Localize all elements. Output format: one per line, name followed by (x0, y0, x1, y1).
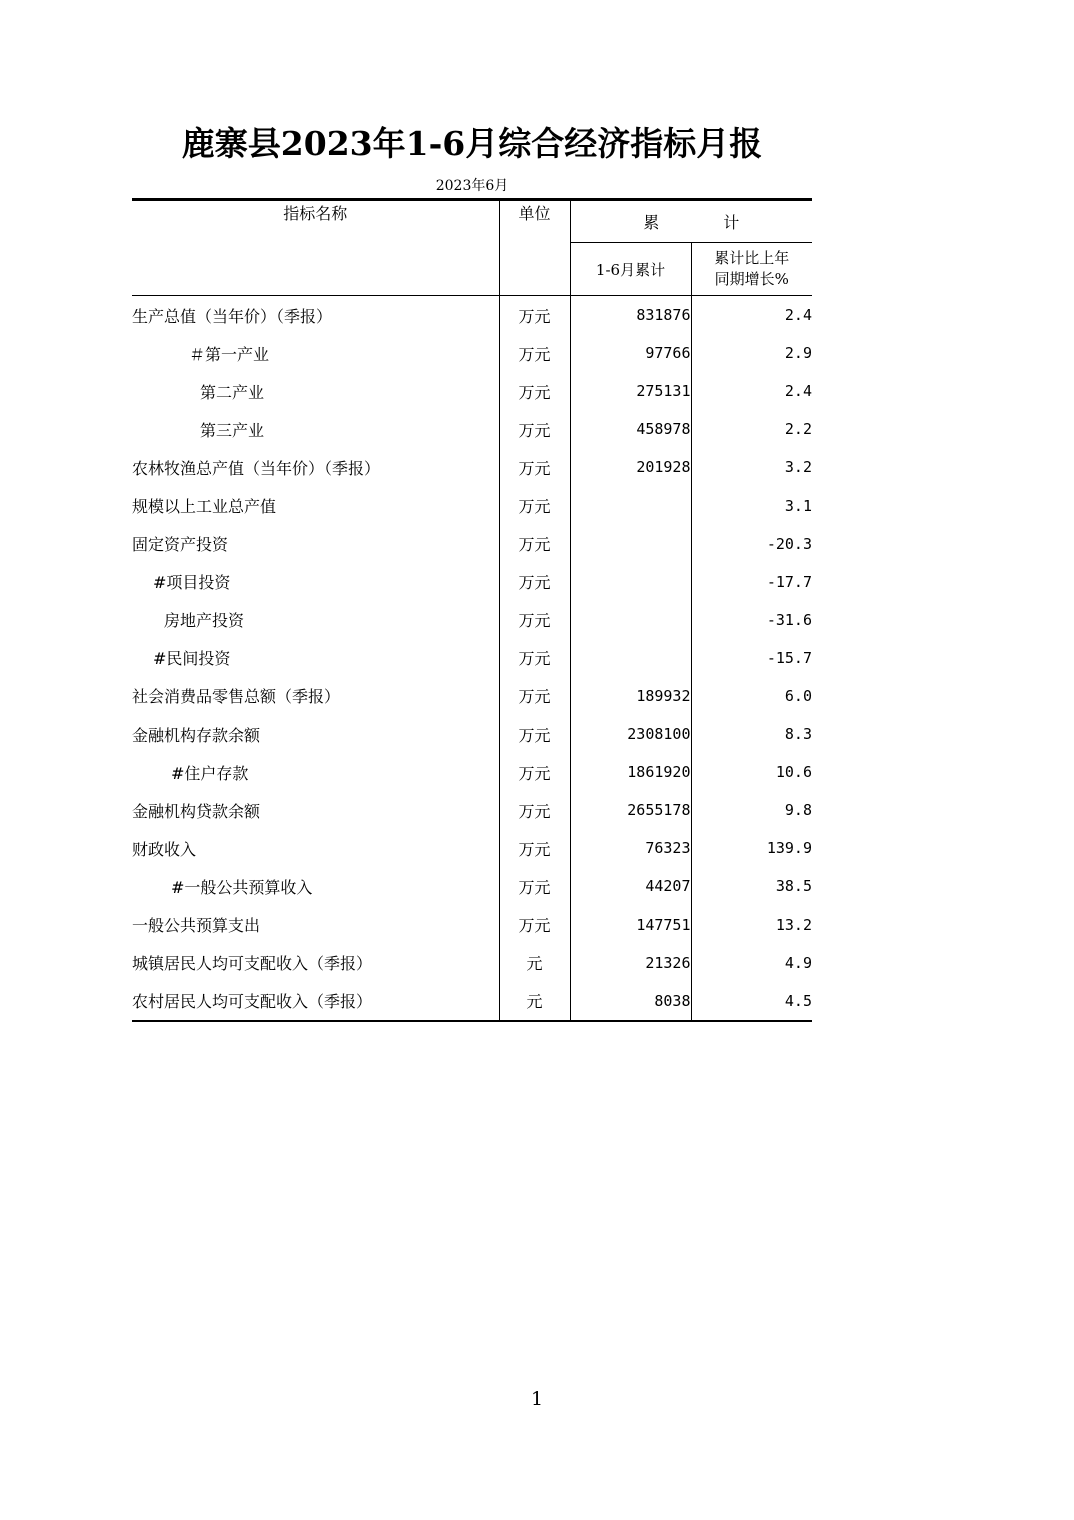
cumulative-value: 21326 (570, 944, 691, 982)
indicator-name: 金融机构存款余额 (132, 725, 261, 745)
growth-rate: 6.0 (691, 677, 812, 715)
indicator-unit: 万元 (499, 448, 570, 486)
growth-rate: 38.5 (691, 867, 812, 905)
table-row (132, 753, 812, 791)
indicator-unit: 万元 (499, 410, 570, 448)
indicator-unit: 万元 (499, 563, 570, 601)
header-group-right: 计 (723, 213, 740, 232)
table-row (132, 410, 812, 448)
indicator-unit: 万元 (499, 334, 570, 372)
cumulative-value: 201928 (570, 448, 691, 486)
cumulative-value: 44207 (570, 867, 691, 905)
table-row (132, 982, 812, 1021)
indicator-unit: 万元 (499, 486, 570, 524)
growth-rate: 3.1 (691, 486, 812, 524)
growth-rate: 2.9 (691, 334, 812, 372)
table-row (132, 791, 812, 829)
indicator-name: 金融机构贷款余额 (132, 801, 261, 821)
cumulative-value (570, 639, 691, 677)
table-row (132, 296, 812, 335)
cumulative-value: 1861920 (570, 753, 691, 791)
cumulative-value (570, 601, 691, 639)
cumulative-value: 2655178 (570, 791, 691, 829)
growth-rate: 139.9 (691, 829, 812, 867)
report-date: 2023年6月 (435, 178, 509, 194)
indicator-name: 生产总值（当年价）（季报） (132, 306, 333, 326)
table-row (132, 334, 812, 372)
header-indicator-name: 指标名称 (132, 200, 499, 296)
table-row (132, 715, 812, 753)
table-row (132, 372, 812, 410)
header-cumulative-value: 1-6月累计 (570, 243, 691, 296)
header-cumulative-group (570, 200, 812, 243)
report-title: 鹿寨县2023年1-6月综合经济指标月报 (181, 124, 763, 163)
cumulative-value: 2308100 (570, 715, 691, 753)
table-row (132, 829, 812, 867)
growth-rate: -15.7 (691, 639, 812, 677)
cumulative-value (570, 563, 691, 601)
table-row (132, 867, 812, 905)
indicator-name: 第三产业 (200, 420, 265, 440)
growth-rate: 2.4 (691, 296, 812, 335)
table-row (132, 906, 812, 944)
table-row (132, 601, 812, 639)
indicator-name: 城镇居民人均可支配收入（季报） (132, 954, 373, 974)
header-growth-line1: 累计比上年 (714, 249, 790, 267)
indicator-name: 一般公共预算支出 (132, 916, 261, 936)
indicator-name: #项目投资 (153, 573, 231, 593)
growth-rate: 13.2 (691, 906, 812, 944)
indicator-name: #住户存款 (171, 763, 249, 783)
table-row (132, 677, 812, 715)
cumulative-value: 275131 (570, 372, 691, 410)
indicator-unit: 万元 (499, 906, 570, 944)
indicator-unit: 万元 (499, 791, 570, 829)
growth-rate: 2.4 (691, 372, 812, 410)
growth-rate: 2.2 (691, 410, 812, 448)
indicator-unit: 元 (499, 944, 570, 982)
table-row (132, 563, 812, 601)
indicator-unit: 元 (499, 982, 570, 1021)
table-row (132, 944, 812, 982)
growth-rate: 3.2 (691, 448, 812, 486)
header-growth-line2: 同期增长% (714, 270, 789, 288)
indicator-name: #一般公共预算收入 (171, 877, 313, 897)
cumulative-value: 831876 (570, 296, 691, 335)
growth-rate: -31.6 (691, 601, 812, 639)
page-number: 1 (530, 1388, 544, 1410)
indicator-unit: 万元 (499, 639, 570, 677)
cumulative-value: 76323 (570, 829, 691, 867)
cumulative-value: 8038 (570, 982, 691, 1021)
growth-rate: 9.8 (691, 791, 812, 829)
indicator-name: 第二产业 (200, 382, 265, 402)
header-group-left: 累 (643, 213, 660, 232)
growth-rate: 4.5 (691, 982, 812, 1021)
indicator-unit: 万元 (499, 296, 570, 335)
indicator-table (132, 198, 812, 1022)
indicator-name: #民间投资 (153, 649, 231, 669)
cumulative-value (570, 486, 691, 524)
indicator-name: 规模以上工业总产值 (132, 497, 277, 517)
table-row (132, 448, 812, 486)
table-row (132, 639, 812, 677)
cumulative-value: 458978 (570, 410, 691, 448)
growth-rate: -17.7 (691, 563, 812, 601)
indicator-unit: 万元 (499, 753, 570, 791)
indicator-name: ＃第一产业 (189, 344, 270, 364)
cumulative-value (570, 525, 691, 563)
indicator-name: 固定资产投资 (132, 535, 229, 555)
indicator-unit: 万元 (499, 677, 570, 715)
indicator-unit: 万元 (499, 829, 570, 867)
indicator-unit: 万元 (499, 372, 570, 410)
indicator-name: 农村居民人均可支配收入（季报） (132, 982, 499, 1021)
table-row (132, 525, 812, 563)
cumulative-value: 147751 (570, 906, 691, 944)
indicator-unit: 万元 (499, 867, 570, 905)
indicator-unit: 万元 (499, 715, 570, 753)
table-row (132, 486, 812, 524)
cumulative-value: 189932 (570, 677, 691, 715)
indicator-unit: 万元 (499, 601, 570, 639)
header-unit: 单位 (499, 200, 570, 296)
growth-rate: 4.9 (691, 944, 812, 982)
growth-rate: 8.3 (691, 715, 812, 753)
growth-rate: -20.3 (691, 525, 812, 563)
indicator-name: 财政收入 (132, 839, 197, 859)
header-growth-rate (691, 243, 812, 296)
indicator-name: 社会消费品零售总额（季报） (132, 687, 341, 707)
growth-rate: 10.6 (691, 753, 812, 791)
indicator-name: 房地产投资 (164, 611, 245, 631)
indicator-unit: 万元 (499, 525, 570, 563)
cumulative-value: 97766 (570, 334, 691, 372)
indicator-name: 农林牧渔总产值（当年价）（季报） (132, 458, 381, 478)
